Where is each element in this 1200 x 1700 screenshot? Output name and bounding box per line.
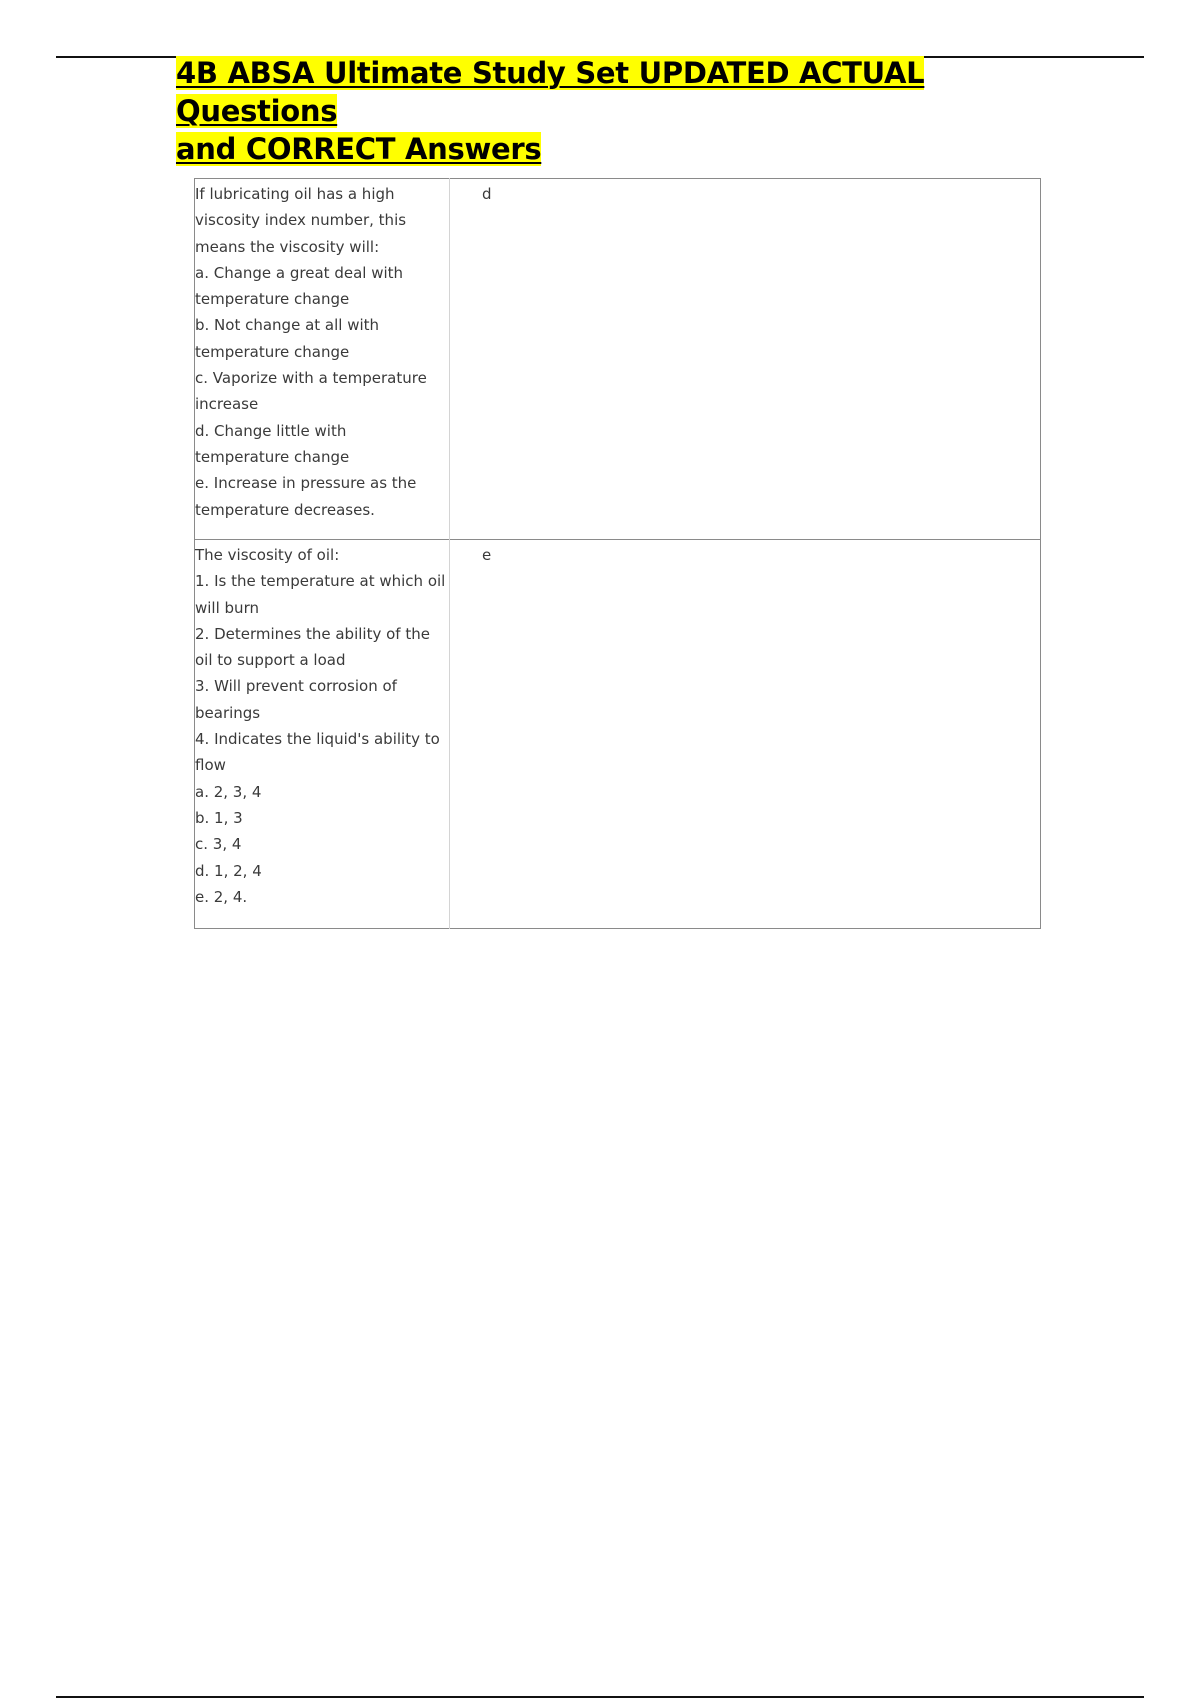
statement-line: oil to support a load [195,651,346,670]
option-line: c. Vaporize with a temperature [195,369,427,388]
statement-line: 3. Will prevent corrosion of [195,677,397,696]
qa-row [195,540,1041,929]
option-line: increase [195,395,259,414]
option-line: temperature change [195,342,350,361]
option-line: b. 1, 3 [195,808,243,827]
answer-cell [450,179,1041,540]
qa-row [195,179,1041,540]
qa-table [194,178,1041,929]
option-line: temperature decreases. [195,500,375,519]
statement-line: will burn [195,598,259,617]
answer-cell [450,540,1041,929]
answer-text: e [482,546,492,564]
title-line-2: and CORRECT Answers [176,132,542,166]
option-line: e. 2, 4. [195,887,248,906]
question-line: viscosity index number, this [195,211,407,230]
statement-line: 4. Indicates the liquid's ability to [195,730,440,749]
bottom-rule [56,1696,1144,1698]
statement-line: 1. Is the temperature at which oil [195,572,446,591]
option-line: d. 1, 2, 4 [195,861,262,880]
option-line: e. Increase in pressure as the [195,474,417,493]
statement-line: 2. Determines the ability of the [195,624,430,643]
option-line: b. Not change at all with [195,316,380,335]
statement-line: flow [195,756,226,775]
option-line: temperature change [195,290,350,309]
option-line: temperature change [195,447,350,466]
statement-line: bearings [195,703,261,722]
question-line: If lubricating oil has a high [195,185,395,203]
question-line: The viscosity of oil: [195,546,340,564]
question-cell [195,179,450,540]
question-line: means the viscosity will: [195,237,380,256]
question-cell [195,540,450,929]
option-line: c. 3, 4 [195,835,242,854]
document-title [176,54,1056,168]
title-line-1: 4B ABSA Ultimate Study Set UPDATED ACTUAL Questions [176,56,925,128]
option-line: a. 2, 3, 4 [195,782,262,801]
option-line: a. Change a great deal with [195,263,404,282]
answer-text: d [482,185,492,203]
option-line: d. Change little with [195,421,347,440]
